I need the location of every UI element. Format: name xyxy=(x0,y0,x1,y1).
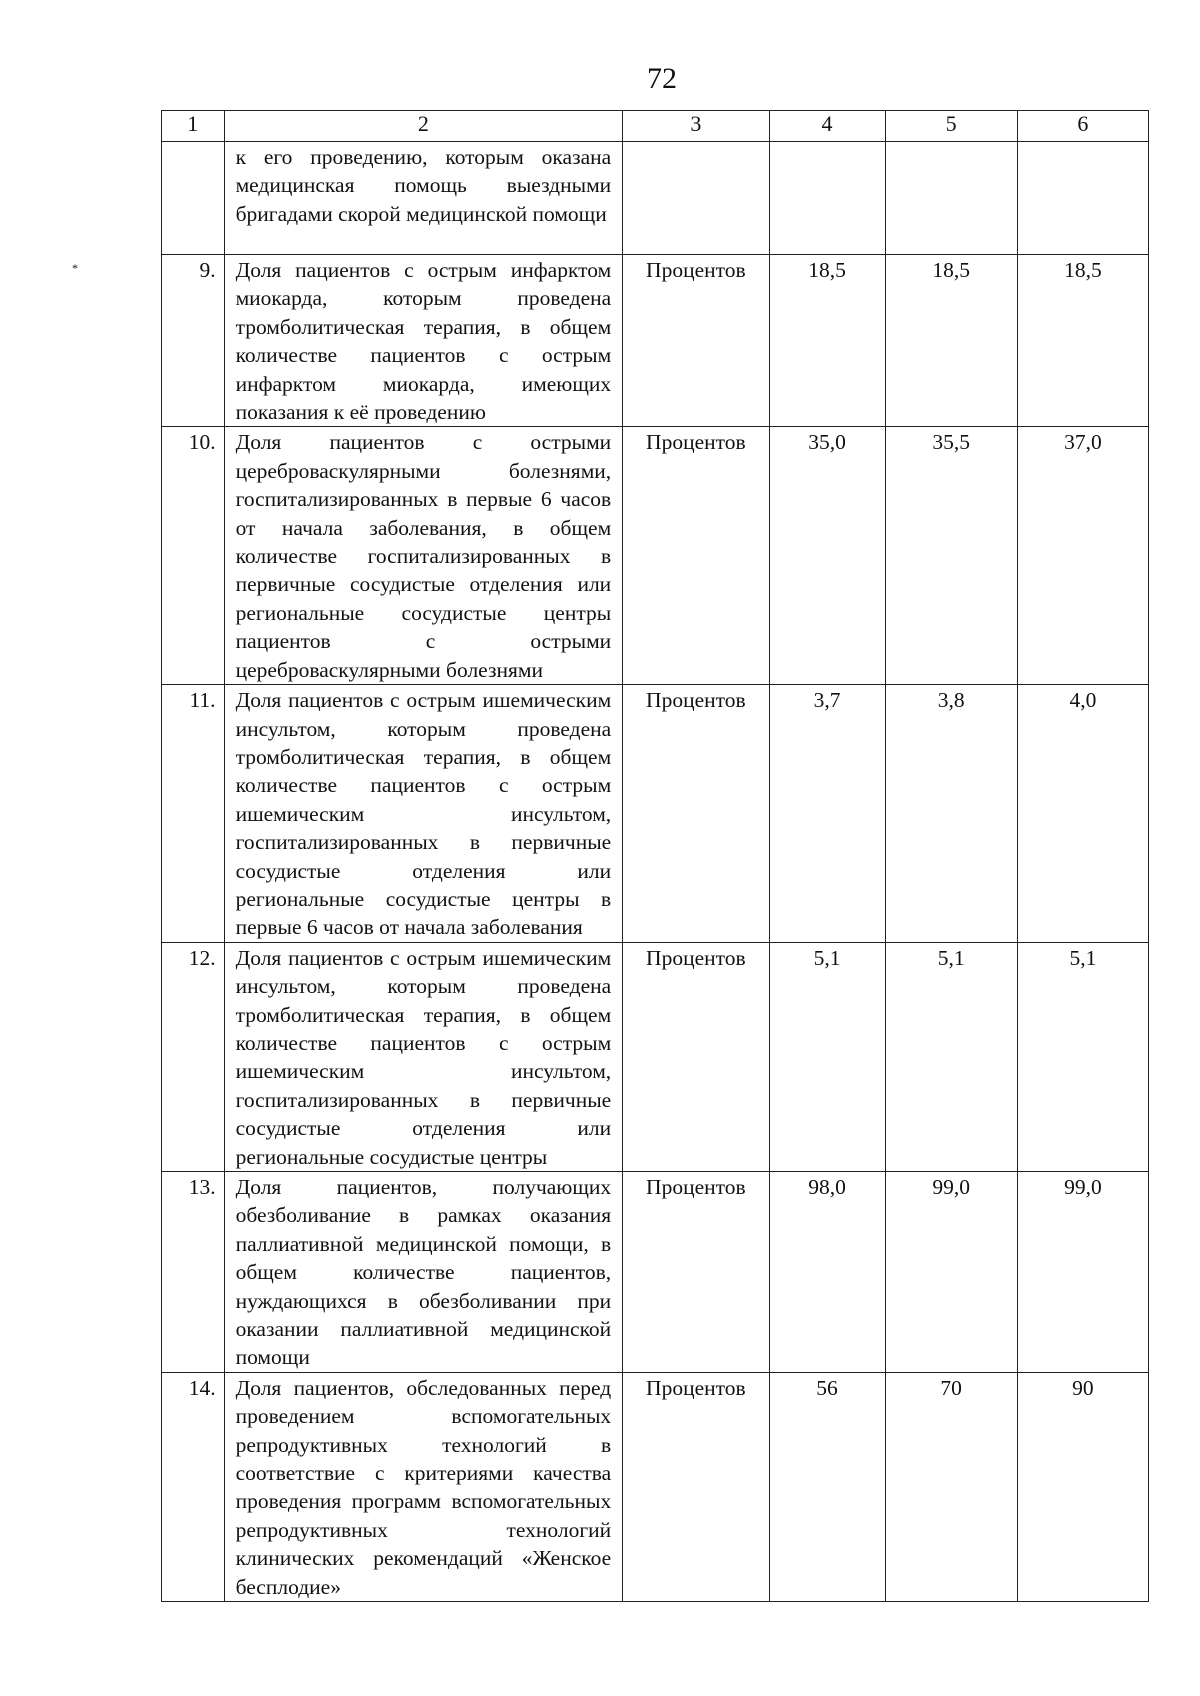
value-col-5: 18,5 xyxy=(885,255,1017,427)
unit-cell: Процентов xyxy=(623,942,769,1171)
value-col-4: 35,0 xyxy=(769,427,885,685)
unit-cell: Процентов xyxy=(623,255,769,427)
value-col-5: 99,0 xyxy=(885,1172,1017,1373)
value-col-6 xyxy=(1017,142,1148,255)
row-number xyxy=(162,142,225,255)
value-col-6: 18,5 xyxy=(1017,255,1148,427)
table-header-row xyxy=(162,111,1149,142)
table-row xyxy=(162,685,1149,943)
value-col-5: 3,8 xyxy=(885,685,1017,943)
table-row xyxy=(162,142,1149,255)
indicators-table xyxy=(161,110,1149,1602)
header-cell-4: 4 xyxy=(769,111,885,142)
header-cell-3: 3 xyxy=(623,111,769,142)
value-col-5 xyxy=(885,142,1017,255)
indicator-text: Доля пациентов с острым инфарктом миокарда, которым проведена тромболитическая терапия, в общем количестве пациентов с острым инфарктом миокарда, имеющих показания к её проведению xyxy=(224,255,623,427)
value-col-6: 4,0 xyxy=(1017,685,1148,943)
unit-cell: Процентов xyxy=(623,1172,769,1373)
value-col-4: 56 xyxy=(769,1372,885,1601)
header-cell-6: 6 xyxy=(1017,111,1148,142)
header-cell-5: 5 xyxy=(885,111,1017,142)
indicator-text: Доля пациентов с острыми цереброваскулярными болезнями, госпитализированных в первые 6 часов от начала заболевания, в общем количестве госпитализированных в первичные сосудистые отделения или региональные сосудистые центры пациентов с острыми цереброваскулярными болезнями xyxy=(224,427,623,685)
table-row xyxy=(162,942,1149,1171)
value-col-5: 5,1 xyxy=(885,942,1017,1171)
indicator-text: к его проведению, которым оказана медицинская помощь выездными бригадами скорой медицинской помощи xyxy=(224,142,623,255)
unit-cell: Процентов xyxy=(623,685,769,943)
row-number: 9. xyxy=(162,255,225,427)
page-number: 72 xyxy=(647,62,677,95)
indicator-text: Доля пациентов с острым ишемическим инсультом, которым проведена тромболитическая терапия, в общем количестве пациентов с острым ишемическим инсультом, госпитализированных в первичные сосудистые отделения или региональные сосудистые центры в первые 6 часов от начала заболевания xyxy=(224,685,623,943)
indicator-text: Доля пациентов с острым ишемическим инсультом, которым проведена тромболитическая терапия, в общем количестве пациентов с острым ишемическим инсультом, госпитализированных в первичные сосудистые отделения или региональные сосудистые центры xyxy=(224,942,623,1171)
scan-artifact-mark: * xyxy=(72,261,78,275)
value-col-4: 98,0 xyxy=(769,1172,885,1373)
row-number: 14. xyxy=(162,1372,225,1601)
value-col-4 xyxy=(769,142,885,255)
value-col-6: 37,0 xyxy=(1017,427,1148,685)
unit-cell: Процентов xyxy=(623,1372,769,1601)
table-row xyxy=(162,427,1149,685)
row-number: 10. xyxy=(162,427,225,685)
indicator-text: Доля пациентов, получающих обезболивание в рамках оказания паллиативной медицинской помощи, в общем количестве пациентов, нуждающихся в обезболивании при оказании паллиативной медицинской помощи xyxy=(224,1172,623,1373)
value-col-6: 90 xyxy=(1017,1372,1148,1601)
table-row xyxy=(162,255,1149,427)
row-number: 12. xyxy=(162,942,225,1171)
value-col-4: 18,5 xyxy=(769,255,885,427)
unit-cell xyxy=(623,142,769,255)
row-number: 11. xyxy=(162,685,225,943)
unit-cell: Процентов xyxy=(623,427,769,685)
table-row xyxy=(162,1372,1149,1601)
header-cell-1: 1 xyxy=(162,111,225,142)
value-col-4: 3,7 xyxy=(769,685,885,943)
value-col-6: 99,0 xyxy=(1017,1172,1148,1373)
value-col-6: 5,1 xyxy=(1017,942,1148,1171)
value-col-4: 5,1 xyxy=(769,942,885,1171)
row-number: 13. xyxy=(162,1172,225,1373)
indicator-text: Доля пациентов, обследованных перед проведением вспомогательных репродуктивных технологий в соответствие с критериями качества проведения программ вспомогательных репродуктивных технологий клинических рекомендаций «Женское бесплодие» xyxy=(224,1372,623,1601)
value-col-5: 35,5 xyxy=(885,427,1017,685)
value-col-5: 70 xyxy=(885,1372,1017,1601)
header-cell-2: 2 xyxy=(224,111,623,142)
table-row xyxy=(162,1172,1149,1373)
